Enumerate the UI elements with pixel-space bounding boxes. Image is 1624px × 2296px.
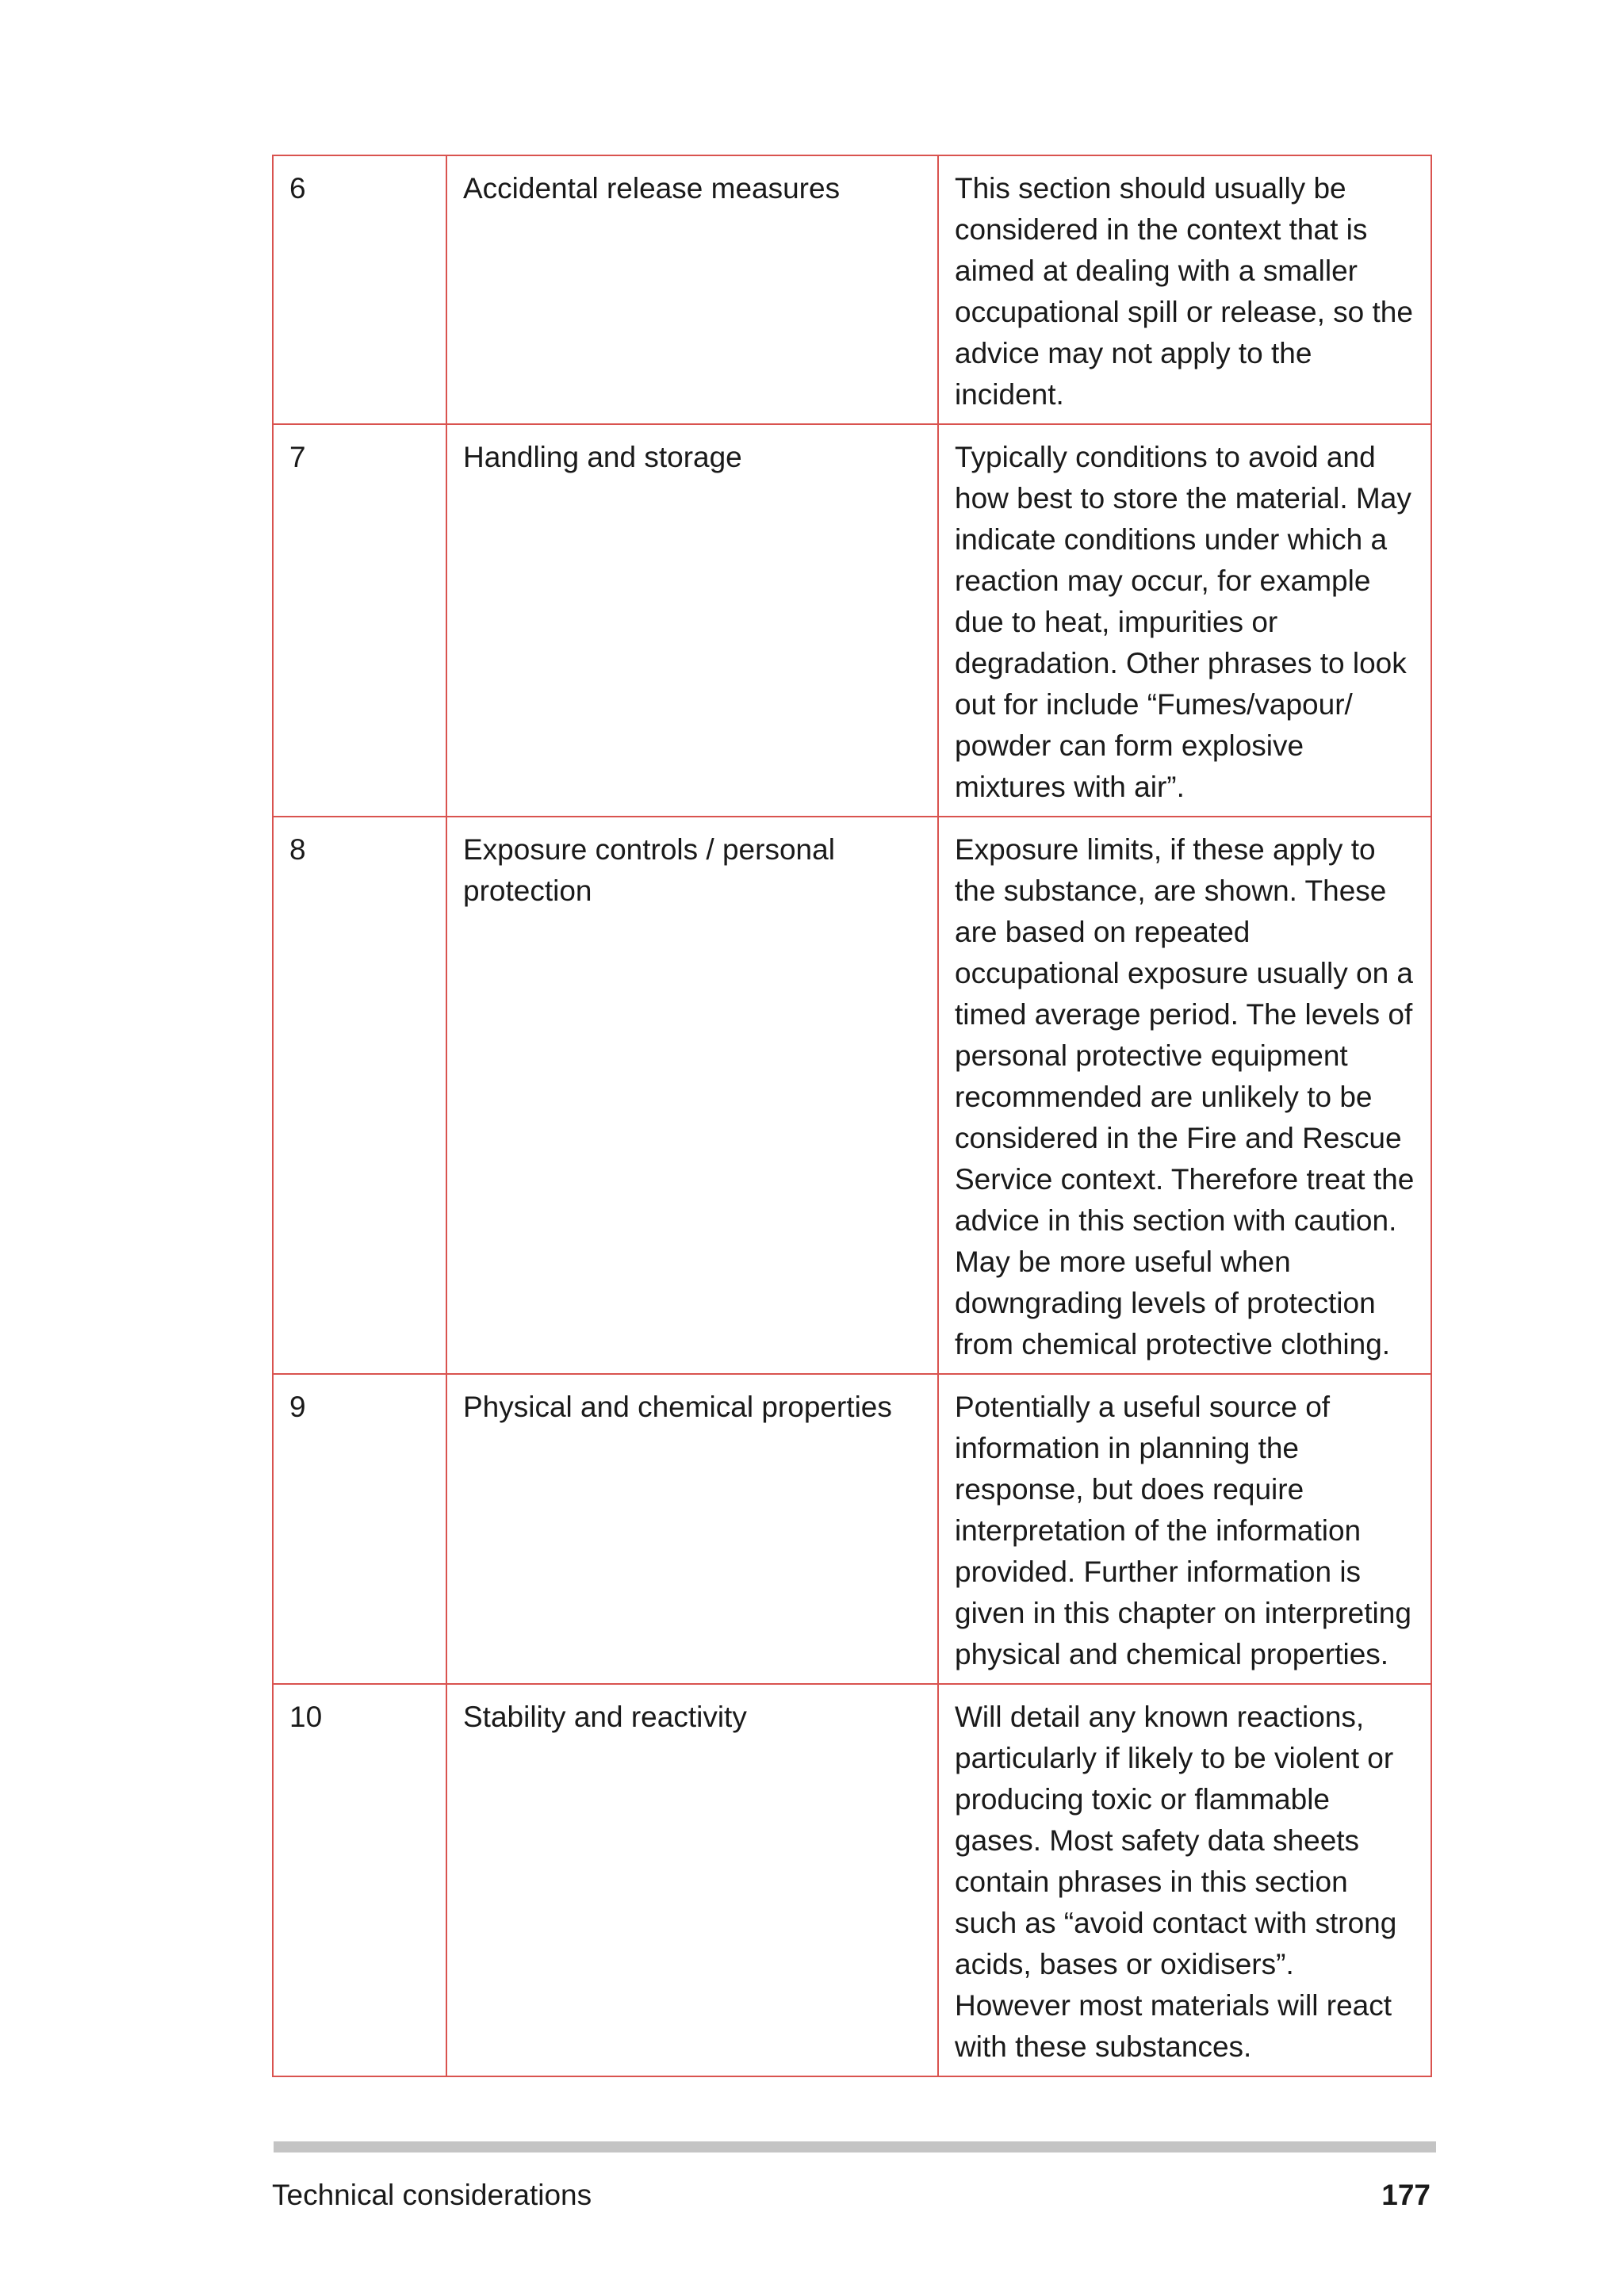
table-row [273, 817, 1431, 1374]
section-description: Potentially a useful source of information in planning the response, but does require interpretation of the information provided. Further information is given in this chapter on interpreting physical and chemical properties. [938, 1374, 1431, 1684]
footer-divider [274, 2141, 1436, 2152]
section-title: Physical and chemical properties [446, 1374, 938, 1684]
section-title: Exposure controls / personal protection [446, 817, 938, 1374]
section-title: Stability and reactivity [446, 1684, 938, 2076]
section-title: Handling and storage [446, 424, 938, 817]
footer-section-title: Technical considerations [272, 2179, 592, 2211]
section-number: 10 [273, 1684, 446, 2076]
table-row [273, 155, 1431, 424]
section-description: Typically conditions to avoid and how best to store the material. May indicate conditions under which a reaction may occur, for example due to heat, impurities or degradation. Other phrases to look out for include “Fumes/vapour/ powder can form explosive mixtures with air”. [938, 424, 1431, 817]
section-number: 7 [273, 424, 446, 817]
section-description: Will detail any known reactions, particularly if likely to be violent or producing toxic or flammable gases. Most safety data sheets contain phrases in this section such as “avoid contact with strong acids, bases or oxidisers”. However most materials will react with these substances. [938, 1684, 1431, 2076]
sds-sections-table [272, 155, 1432, 2077]
section-number: 8 [273, 817, 446, 1374]
section-number: 6 [273, 155, 446, 424]
table-row [273, 1684, 1431, 2076]
section-description: This section should usually be considered in the context that is aimed at dealing with a smaller occupational spill or release, so the advice may not apply to the incident. [938, 155, 1431, 424]
page-number: 177 [1381, 2179, 1431, 2211]
section-title: Accidental release measures [446, 155, 938, 424]
table-row [273, 1374, 1431, 1684]
section-number: 9 [273, 1374, 446, 1684]
table-row [273, 424, 1431, 817]
section-description: Exposure limits, if these apply to the substance, are shown. These are based on repeated occupational exposure usually on a timed average period. The levels of personal protective equipment recommended are unlikely to be considered in the Fire and Rescue Service context. Therefore treat the advice in this section with caution. May be more useful when downgrading levels of protection from chemical protective clothing. [938, 817, 1431, 1374]
